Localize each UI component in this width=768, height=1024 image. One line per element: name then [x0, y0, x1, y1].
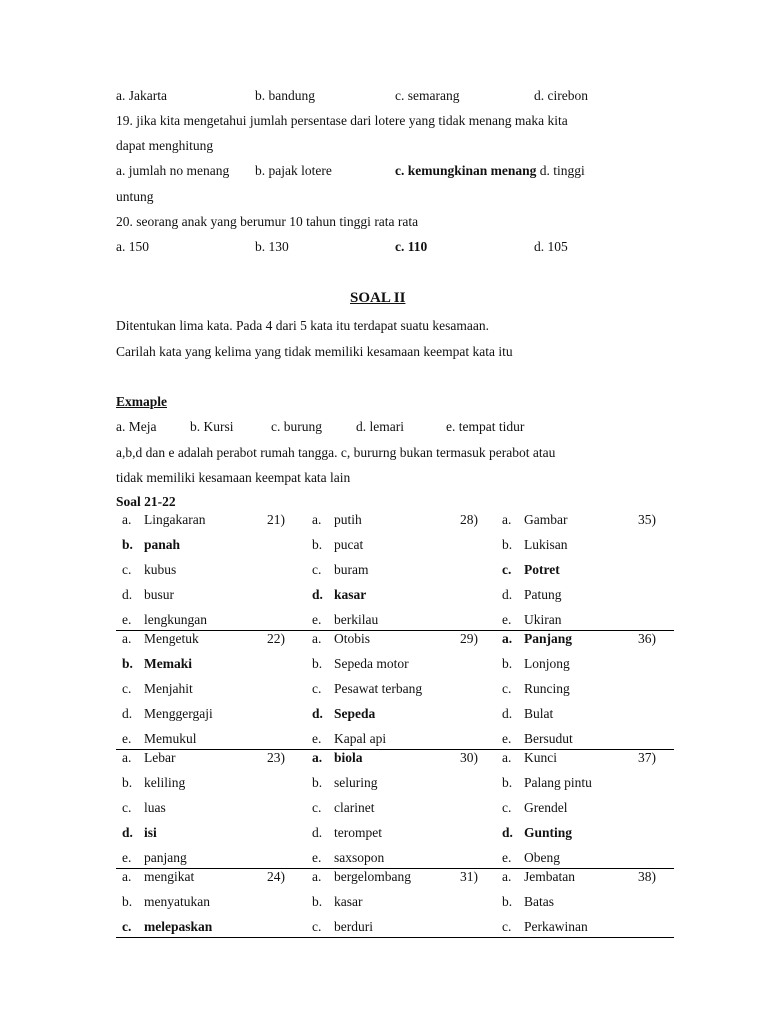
option-text: Ukiran	[524, 612, 562, 627]
option-letter: e.	[502, 850, 512, 865]
option-letter: a.	[502, 869, 512, 884]
option-letter: e.	[312, 731, 322, 746]
option-text: Potret	[524, 562, 560, 577]
q19-option-cd	[395, 163, 585, 179]
question-number: 29)	[460, 631, 478, 646]
option-text: putih	[334, 512, 362, 527]
answer-option	[312, 537, 363, 553]
q20-option-c: c. 110	[395, 239, 428, 254]
option-text: luas	[144, 800, 166, 815]
option-text: Otobis	[334, 631, 371, 646]
option-text: Menggergaji	[144, 706, 213, 721]
option-letter: a.	[312, 750, 323, 765]
option-text: Memaki	[144, 656, 192, 671]
answer-option	[122, 681, 193, 697]
option-text: Runcing	[524, 681, 570, 696]
option-letter: a.	[122, 750, 132, 765]
option-letter: b.	[122, 537, 133, 552]
option-text: Lingakaran	[144, 512, 206, 527]
q19-option-cont: untung	[116, 189, 154, 204]
answer-option	[312, 731, 386, 747]
answer-option	[502, 850, 560, 866]
q19-option-b: b. pajak lotere	[255, 163, 332, 178]
answer-option	[312, 612, 378, 628]
option-letter: d.	[122, 587, 133, 602]
answer-option	[312, 631, 370, 647]
answer-option	[122, 706, 213, 722]
option-letter: c.	[312, 919, 322, 934]
option-letter: d.	[122, 706, 133, 721]
option-text: pucat	[334, 537, 364, 552]
option-text: Panjang	[524, 631, 573, 646]
option-letter: b.	[502, 894, 513, 909]
option-letter: a.	[502, 750, 512, 765]
option-letter: c.	[122, 919, 132, 934]
option-text: Grendel	[524, 800, 568, 815]
option-text: mengikat	[144, 869, 195, 884]
answer-option	[312, 825, 382, 841]
answer-option	[502, 537, 568, 553]
option-text: Lebar	[144, 750, 176, 765]
option-text: lengkungan	[144, 612, 207, 627]
option-text: kasar	[334, 587, 367, 602]
question-number: 23)	[267, 750, 285, 765]
option-text: Batas	[524, 894, 554, 909]
answer-option	[502, 587, 562, 603]
q18-option-b: b. bandung	[255, 88, 315, 103]
q19-option-c: c. kemungkinan menang	[395, 163, 537, 178]
option-letter: c.	[502, 681, 512, 696]
question-grid	[116, 512, 674, 938]
option-letter: d.	[312, 825, 323, 840]
option-text: Sepeda motor	[334, 656, 409, 671]
example-heading: Exmaple	[116, 394, 168, 409]
option-letter: c.	[502, 800, 512, 815]
option-text: Bulat	[524, 706, 554, 721]
example-option-e: e. tempat tidur	[446, 419, 525, 434]
answer-option	[312, 869, 411, 885]
option-letter: c.	[312, 562, 322, 577]
q18-option-d: d. cirebon	[534, 88, 588, 103]
option-letter: d.	[122, 825, 133, 840]
question-number: 37)	[638, 750, 656, 765]
option-text: isi	[144, 825, 157, 840]
option-letter: b.	[122, 894, 133, 909]
option-text: berduri	[334, 919, 373, 934]
question-number: 31)	[460, 869, 478, 884]
section-title: SOAL II	[350, 290, 406, 306]
option-text: Bersudut	[524, 731, 573, 746]
answer-option	[312, 706, 375, 722]
question-number: 21)	[267, 512, 285, 527]
answer-option	[122, 750, 175, 766]
option-letter: d.	[502, 825, 513, 840]
q20-option-b: b. 130	[255, 239, 289, 254]
answer-option	[122, 775, 185, 791]
option-text: panah	[144, 537, 181, 552]
answer-option	[122, 537, 180, 553]
answer-option	[502, 775, 592, 791]
q20-option-d: d. 105	[534, 239, 568, 254]
intro-line-1: Ditentukan lima kata. Pada 4 dari 5 kata itu terdapat suatu kesamaan.	[116, 318, 489, 333]
example-option-b: b. Kursi	[190, 419, 234, 434]
question-number: 35)	[638, 512, 656, 527]
option-text: Pesawat terbang	[334, 681, 423, 696]
answer-option	[122, 587, 174, 603]
answer-option	[122, 800, 166, 816]
option-text: Gunting	[524, 825, 573, 840]
option-letter: c.	[312, 681, 322, 696]
answer-option	[122, 612, 207, 628]
option-letter: e.	[312, 850, 322, 865]
question-group	[116, 750, 674, 869]
option-letter: a.	[502, 512, 512, 527]
question-number: 30)	[460, 750, 478, 765]
option-letter: a.	[312, 869, 322, 884]
option-text: Lonjong	[524, 656, 570, 671]
answer-option	[312, 587, 366, 603]
answer-option	[312, 850, 384, 866]
q19-text-1: 19. jika kita mengetahui jumlah persentase dari lotere yang tidak menang maka kita	[116, 113, 568, 128]
option-text: clarinet	[334, 800, 375, 815]
option-text: busur	[144, 587, 174, 602]
option-letter: a.	[312, 512, 322, 527]
answer-option	[122, 562, 176, 578]
option-text: Sepeda	[334, 706, 376, 721]
option-text: Jembatan	[524, 869, 575, 884]
answer-option	[122, 731, 197, 747]
option-text: kubus	[144, 562, 177, 577]
option-letter: e.	[502, 731, 512, 746]
option-letter: a.	[312, 631, 322, 646]
answer-option	[122, 894, 210, 910]
answer-option	[502, 512, 567, 528]
answer-option	[122, 850, 187, 866]
question-group	[116, 631, 674, 750]
soal-heading: Soal 21-22	[116, 494, 176, 509]
q19-text-2: dapat menghitung	[116, 138, 214, 153]
answer-option	[312, 800, 374, 816]
option-letter: b.	[502, 775, 513, 790]
answer-option	[502, 562, 560, 578]
option-text: Gambar	[524, 512, 568, 527]
option-text: buram	[334, 562, 369, 577]
option-letter: c.	[122, 800, 132, 815]
q19-option-d: d. tinggi	[536, 163, 585, 178]
option-text: keliling	[144, 775, 186, 790]
answer-option	[502, 631, 572, 647]
option-text: biola	[334, 750, 363, 765]
option-text: seluring	[334, 775, 378, 790]
answer-option	[312, 562, 369, 578]
example-option-a: a. Meja	[116, 419, 157, 434]
option-letter: a.	[122, 512, 132, 527]
option-letter: b.	[502, 656, 513, 671]
option-text: Lukisan	[524, 537, 568, 552]
q20-text: 20. seorang anak yang berumur 10 tahun tinggi rata rata	[116, 214, 419, 229]
answer-option	[312, 512, 362, 528]
option-letter: b.	[122, 775, 133, 790]
option-letter: a.	[122, 631, 132, 646]
option-letter: b.	[312, 894, 323, 909]
answer-option	[312, 681, 422, 697]
example-option-d: d. lemari	[356, 419, 404, 434]
answer-option	[122, 919, 212, 935]
answer-option	[502, 800, 567, 816]
answer-option	[312, 919, 373, 935]
option-letter: b.	[122, 656, 133, 671]
option-letter: e.	[122, 731, 132, 746]
option-letter: c.	[502, 562, 512, 577]
option-letter: e.	[122, 612, 132, 627]
answer-option	[502, 731, 573, 747]
example-explanation-2: tidak memiliki kesamaan keempat kata lain	[116, 470, 351, 485]
q18-option-a: a. Jakarta	[116, 88, 167, 103]
option-letter: a.	[122, 869, 132, 884]
question-group	[116, 869, 674, 938]
question-group	[116, 512, 674, 631]
answer-option	[312, 894, 362, 910]
answer-option	[502, 656, 570, 672]
option-text: Menjahit	[144, 681, 193, 696]
question-number: 36)	[638, 631, 656, 646]
option-letter: c.	[312, 800, 322, 815]
option-text: Kunci	[524, 750, 557, 765]
option-letter: a.	[502, 631, 513, 646]
answer-option	[122, 631, 199, 647]
answer-option	[502, 750, 557, 766]
answer-option	[502, 894, 554, 910]
option-text: menyatukan	[144, 894, 210, 909]
option-text: kasar	[334, 894, 363, 909]
answer-option	[312, 656, 409, 672]
question-number: 28)	[460, 512, 478, 527]
option-letter: d.	[502, 587, 513, 602]
q18-option-c: c. semarang	[395, 88, 460, 103]
option-text: bergelombang	[334, 869, 411, 884]
answer-option	[502, 612, 562, 628]
answer-option	[312, 775, 378, 791]
question-number: 24)	[267, 869, 285, 884]
option-letter: d.	[312, 587, 323, 602]
option-letter: d.	[502, 706, 513, 721]
option-letter: c.	[502, 919, 512, 934]
option-text: melepaskan	[144, 919, 213, 934]
q19-option-a: a. jumlah no menang	[116, 163, 230, 178]
option-letter: b.	[502, 537, 513, 552]
question-number: 38)	[638, 869, 656, 884]
option-text: panjang	[144, 850, 187, 865]
option-text: Kapal api	[334, 731, 387, 746]
q20-option-a: a. 150	[116, 239, 149, 254]
answer-option	[122, 869, 194, 885]
answer-option	[502, 825, 572, 841]
option-text: berkilau	[334, 612, 379, 627]
option-text: terompet	[334, 825, 382, 840]
answer-option	[502, 919, 588, 935]
example-option-c: c. burung	[271, 419, 322, 434]
answer-option	[502, 706, 553, 722]
option-text: Mengetuk	[144, 631, 199, 646]
option-letter: e.	[312, 612, 322, 627]
answer-option	[122, 512, 205, 528]
answer-option	[502, 681, 570, 697]
intro-line-2: Carilah kata yang kelima yang tidak memiliki kesamaan keempat kata itu	[116, 344, 513, 359]
option-letter: c.	[122, 681, 132, 696]
answer-option	[312, 750, 363, 766]
option-letter: c.	[122, 562, 132, 577]
answer-option	[122, 825, 157, 841]
option-letter: e.	[122, 850, 132, 865]
option-text: Patung	[524, 587, 562, 602]
question-number: 22)	[267, 631, 285, 646]
option-text: Perkawinan	[524, 919, 588, 934]
option-letter: b.	[312, 656, 323, 671]
option-letter: e.	[502, 612, 512, 627]
option-text: Memukul	[144, 731, 197, 746]
option-letter: d.	[312, 706, 323, 721]
example-explanation-1: a,b,d dan e adalah perabot rumah tangga. c, bururng bukan termasuk perabot atau	[116, 445, 556, 460]
option-letter: b.	[312, 537, 323, 552]
option-text: Palang pintu	[524, 775, 592, 790]
answer-option	[122, 656, 192, 672]
option-letter: b.	[312, 775, 323, 790]
answer-option	[502, 869, 575, 885]
option-text: saxsopon	[334, 850, 385, 865]
option-text: Obeng	[524, 850, 560, 865]
